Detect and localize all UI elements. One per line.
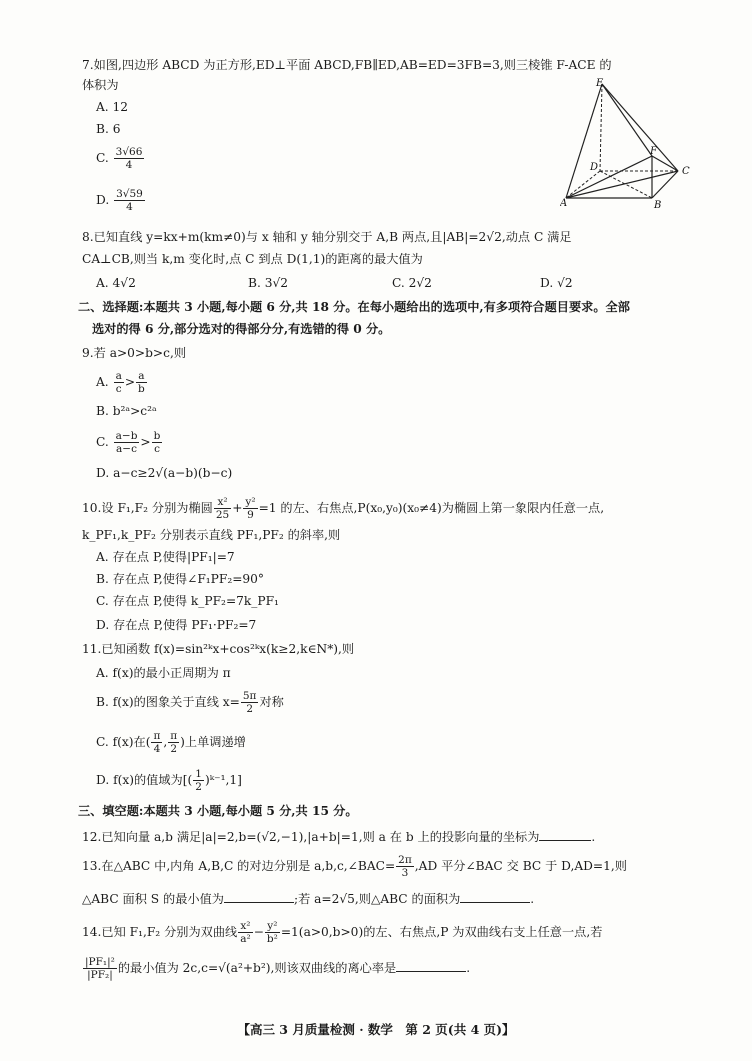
edge-EC bbox=[602, 84, 678, 171]
q13-angle-den: 3 bbox=[401, 867, 409, 879]
section3-header: 三、填空题:本题共 3 小题,每小题 5 分,共 15 分。 bbox=[78, 804, 358, 818]
q11-b-pre: B. f(x)的图象关于直线 x= bbox=[96, 695, 240, 709]
q13-stem-pre: 13.在△ABC 中,内角 A,B,C 的对边分别是 a,b,c,∠BAC= bbox=[82, 859, 396, 873]
q10-stem-pre: 10.设 F₁,F₂ 分别为椭圆 bbox=[82, 501, 213, 515]
q11-b-post: 对称 bbox=[259, 695, 284, 709]
q14-y-frac bbox=[265, 920, 280, 945]
edge-BC bbox=[652, 171, 678, 198]
q14-stem-pre: 14.已知 F₁,F₂ 分别为双曲线 bbox=[82, 925, 238, 939]
q10-option-c: C. 存在点 P,使得 k_PF₂=7k_PF₁ bbox=[96, 594, 279, 608]
q10-option-b: B. 存在点 P,使得∠F₁PF₂=90° bbox=[96, 572, 265, 586]
q10-stem-post: =1 的左、右焦点,P(x₀,y₀)(x₀≠4)为椭圆上第一象限内任意一点, bbox=[258, 501, 605, 515]
q14-stem-line2 bbox=[82, 956, 470, 981]
q13-angle-num: 2π bbox=[398, 854, 412, 866]
q11-b-den: 2 bbox=[246, 703, 254, 715]
q13-stem-line2 bbox=[82, 890, 534, 908]
q9-a-frac1 bbox=[114, 370, 124, 395]
q14-y-den: b² bbox=[266, 933, 278, 945]
q11-option-b bbox=[96, 690, 284, 715]
q7-option-c-fraction bbox=[114, 146, 145, 171]
q14-minus: − bbox=[253, 925, 264, 939]
q11-d-frac bbox=[193, 768, 204, 793]
q10-option-d: D. 存在点 P,使得 PF₁·PF₂=7 bbox=[96, 618, 257, 632]
q11-c-frac1 bbox=[151, 730, 162, 755]
q13-stem-post: ,AD 平分∠BAC 交 BC 于 D,AD=1,则 bbox=[414, 859, 627, 873]
q11-stem: 11.已知函数 f(x)=sin²ᵏx+cos²ᵏx(k≥2,k∈N*),则 bbox=[82, 642, 355, 656]
q9-option-c bbox=[96, 430, 163, 455]
q9-stem: 9.若 a>0>b>c,则 bbox=[82, 346, 187, 360]
label-D: D bbox=[590, 162, 599, 173]
q10-x-frac bbox=[214, 496, 231, 521]
q13-answer-blank-2[interactable] bbox=[460, 890, 530, 903]
label-E: E bbox=[596, 78, 604, 89]
q7-option-d-den: 4 bbox=[126, 201, 133, 213]
q14-x-den: a² bbox=[240, 933, 251, 945]
q11-d-post: )ᵏ⁻¹,1] bbox=[204, 773, 242, 787]
q11-d-den: 2 bbox=[195, 781, 202, 793]
q8-stem-line1: 8.已知直线 y=kx+m(km≠0)与 x 轴和 y 轴分别交于 A,B 两点,且|AB|=2√2,动点 C 满足 bbox=[82, 230, 572, 244]
q9-option-a-label: A. bbox=[96, 375, 109, 389]
q13-line2-pre: △ABC 面积 S 的最小值为 bbox=[82, 892, 224, 906]
q13-stem-line1 bbox=[82, 854, 627, 879]
q8-stem-line2: CA⊥CB,则当 k,m 变化时,点 C 到点 D(1,1)的距离的最大值为 bbox=[82, 252, 423, 266]
q12-stem-text: 12.已知向量 a,b 满足|a|=2,b=(√2,−1),|a+b|=1,则 a 在 b 上的投影向量的坐标为 bbox=[82, 830, 540, 844]
q14-stem-post: =1(a>0,b>0)的左、右焦点,P 为双曲线右支上任意一点,若 bbox=[280, 925, 603, 939]
q11-d-num: 1 bbox=[195, 768, 202, 780]
q8-option-a: A. 4√2 bbox=[96, 276, 136, 290]
q14-ratio-den: |PF₂| bbox=[87, 969, 113, 981]
q14-x-num: x² bbox=[238, 920, 252, 933]
q10-option-a: A. 存在点 P,使得|PF₁|=7 bbox=[96, 550, 235, 564]
edge-EF bbox=[602, 84, 652, 156]
q8-option-d: D. √2 bbox=[540, 276, 573, 290]
q11-c-num2: π bbox=[170, 730, 178, 742]
q7-option-d-num: 3√59 bbox=[116, 188, 143, 200]
q7-option-c-den: 4 bbox=[125, 159, 133, 171]
q9-a-frac2 bbox=[136, 370, 147, 395]
q9-c-num2: b bbox=[153, 430, 161, 442]
q11-option-c bbox=[96, 730, 246, 755]
q11-c-frac2 bbox=[168, 730, 179, 755]
q7-option-c-num: 3√66 bbox=[115, 146, 143, 158]
section2-header-line2: 选对的得 6 分,部分选对的得部分分,有选错的得 0 分。 bbox=[92, 322, 391, 336]
q9-option-d: D. a−c≥2√(a−b)(b−c) bbox=[96, 466, 233, 480]
q11-c-pre: C. f(x)在( bbox=[96, 735, 151, 749]
q9-option-a bbox=[96, 370, 148, 395]
q14-y-num: y² bbox=[265, 920, 280, 933]
q10-y-den: 9 bbox=[247, 509, 254, 521]
q10-x-den: 25 bbox=[215, 509, 230, 521]
q10-y-num: y² bbox=[245, 496, 256, 508]
label-C: C bbox=[682, 166, 690, 177]
q13-line2-mid: ;若 a=2√5,则△ABC 的面积为 bbox=[293, 892, 461, 906]
label-A: A bbox=[560, 198, 568, 208]
q14-answer-blank[interactable] bbox=[396, 959, 466, 972]
q9-c-relation: > bbox=[140, 435, 151, 449]
q8-option-c: C. 2√2 bbox=[392, 276, 432, 290]
q7-option-b: B. 6 bbox=[96, 122, 121, 136]
q11-option-d bbox=[96, 768, 242, 793]
q12-stem bbox=[82, 828, 595, 846]
section2-header-line1: 二、选择题:本题共 3 小题,每小题 6 分,共 18 分。在每小题给出的选项中,有多项符合题目要求。全部 bbox=[78, 300, 630, 314]
q7-stem-line2: 体积为 bbox=[82, 78, 119, 92]
q9-a-num2: a bbox=[136, 370, 147, 383]
label-B: B bbox=[654, 200, 662, 208]
q9-a-den2: b bbox=[138, 383, 145, 395]
q7-option-d-label: D. bbox=[96, 193, 110, 207]
q13-answer-blank-1[interactable] bbox=[224, 890, 294, 903]
q9-a-den1: c bbox=[115, 383, 122, 395]
q9-a-num1: a bbox=[115, 370, 122, 382]
q10-y-frac bbox=[243, 496, 257, 521]
q12-end: . bbox=[591, 830, 596, 844]
q11-d-pre: D. f(x)的值域为[( bbox=[96, 773, 193, 787]
q13-line2-end: . bbox=[530, 892, 535, 906]
q14-end: . bbox=[466, 961, 471, 975]
q11-c-den2: 2 bbox=[170, 743, 178, 755]
edge-AF bbox=[566, 156, 652, 198]
q14-ratio-frac bbox=[83, 956, 117, 981]
q9-c-den1: a−c bbox=[116, 443, 137, 455]
q11-option-a: A. f(x)的最小正周期为 π bbox=[96, 666, 231, 680]
q11-c-den1: 4 bbox=[153, 743, 161, 755]
q14-line2-post: 的最小值为 2c,c=√(a²+b²),则该双曲线的离心率是 bbox=[117, 961, 397, 975]
q11-c-sep: , bbox=[163, 735, 168, 749]
q7-stem-line1: 7.如图,四边形 ABCD 为正方形,ED⊥平面 ABCD,FB∥ED,AB=ED=3FB=3,则三棱锥 F-ACE 的 bbox=[82, 58, 612, 72]
q12-answer-blank[interactable] bbox=[539, 828, 591, 841]
q10-plus: + bbox=[232, 501, 243, 515]
q7-option-a: A. 12 bbox=[96, 100, 129, 114]
q7-option-d bbox=[96, 188, 146, 213]
edge-FC bbox=[652, 156, 678, 171]
q8-option-b: B. 3√2 bbox=[248, 276, 288, 290]
q9-c-frac2 bbox=[152, 430, 163, 455]
q7-option-c bbox=[96, 146, 145, 171]
q14-x-frac bbox=[238, 920, 252, 945]
edge-ED bbox=[600, 84, 602, 171]
edge-EA bbox=[566, 84, 602, 198]
q11-b-frac bbox=[241, 690, 259, 715]
q10-x-num: x² bbox=[214, 496, 231, 509]
q10-stem-line2: k_PF₁,k_PF₂ 分别表示直线 PF₁,PF₂ 的斜率,则 bbox=[82, 528, 341, 542]
q7-option-d-fraction bbox=[114, 188, 145, 213]
label-F: F bbox=[650, 146, 657, 157]
edge-DB bbox=[600, 171, 652, 198]
q10-stem-line1 bbox=[82, 496, 604, 521]
q7-pyramid-figure bbox=[560, 78, 700, 208]
q11-c-num1: π bbox=[153, 730, 161, 742]
q7-option-c-label: C. bbox=[96, 151, 109, 165]
q9-a-relation: > bbox=[124, 375, 136, 389]
q9-c-frac1 bbox=[114, 430, 140, 455]
q14-stem-line1 bbox=[82, 920, 602, 945]
q9-c-den2: c bbox=[154, 443, 160, 455]
page-footer: 【高三 3 月质量检测 · 数学 第 2 页(共 4 页)】 bbox=[237, 1022, 515, 1037]
q9-c-num1: a−b bbox=[115, 430, 138, 442]
q9-option-b: B. b²ᵃ>c²ᵃ bbox=[96, 404, 157, 418]
q11-b-num: 5π bbox=[242, 690, 257, 702]
q14-ratio-num: |PF₁|² bbox=[85, 956, 115, 968]
q11-c-post: )上单调递增 bbox=[180, 735, 246, 749]
q13-angle-frac bbox=[396, 854, 414, 879]
q9-option-c-label: C. bbox=[96, 435, 109, 449]
